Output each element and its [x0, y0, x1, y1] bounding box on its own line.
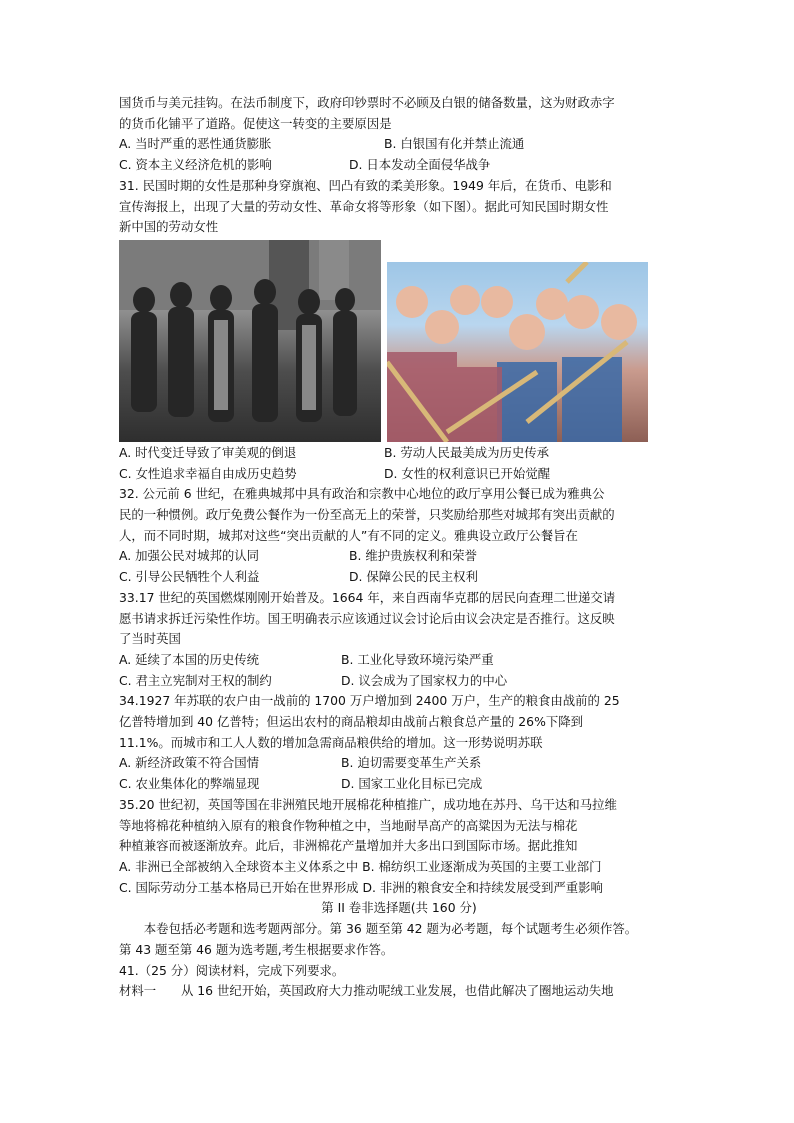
q34-text-line3: 11.1%。而城市和工人人数的增加急需商品粮供给的增加。这一形势说明苏联: [119, 734, 543, 750]
q33-option-b: B. 工业化导致环境污染严重: [341, 651, 494, 667]
q30-option-b: B. 白银国有化并禁止流通: [384, 136, 525, 152]
q32-option-b: B. 维护贵族权利和荣誉: [349, 548, 477, 564]
q33-options-row1: [119, 650, 679, 671]
q34-text-line1: 34.1927 年苏联的农户由一战前的 1700 万户增加到 2400 万户，生产的粮食由战前的 25: [119, 693, 620, 709]
q33-text-line1: 33.17 世纪的英国燃煤刚刚开始普及。1664 年，来自西南华克郡的居民向查理二世递交请: [119, 589, 616, 605]
q31-option-a: A. 时代变迁导致了审美观的倒退: [119, 444, 297, 460]
q32-options-row1: [119, 546, 679, 567]
q31-option-b: B. 劳动人民最美成为历史传承: [384, 444, 550, 460]
q32-option-d: D. 保障公民的民主权利: [349, 569, 478, 585]
q33-option-c: C. 君主立宪制对王权的制约: [119, 672, 272, 688]
q35-options-cd: C. 国际劳动分工基本格局已开始在世界形成 D. 非洲的粮食安全和持续发展受到严重影响: [119, 879, 603, 895]
q30-text-line1: 国货币与美元挂钩。在法币制度下，政府印钞票时不必顾及白银的储备数量，这为财政赤字: [119, 95, 615, 110]
q34-option-d: D. 国家工业化目标已完成: [341, 776, 483, 792]
q33-option-a: A. 延续了本国的历史传统: [119, 651, 260, 667]
q31-photos: [119, 240, 679, 443]
q32-text-line2: 民的一种惯例。政厅免费公餐作为一份至高无上的荣誉，只奖励给那些对城邦有突出贡献的: [119, 507, 615, 523]
section2-instructions-line1: 本卷包括必考题和选考题两部分。第 36 题至第 42 题为必考题，每个试题考生必须作答。: [143, 921, 638, 937]
q35-options-ab: A. 非洲已全部被纳入全球资本主义体系之中 B. 棉纺织工业逐渐成为英国的主要工业部门: [119, 858, 602, 874]
exam-page: [119, 93, 679, 1002]
q33-text-line3: 了当时英国: [119, 631, 181, 647]
q31-options-row1: [119, 443, 679, 464]
q34-option-c: C. 农业集体化的弊端显现: [119, 776, 260, 792]
q34-options-row1: [119, 753, 679, 774]
q30-option-c: C. 资本主义经济危机的影响: [119, 157, 272, 173]
q32-option-a: A. 加强公民对城邦的认同: [119, 548, 260, 564]
q30-option-d: D. 日本发动全面侵华战争: [349, 157, 491, 173]
q34-options-row2: [119, 774, 679, 795]
q41-material1-line1: 材料一 从 16 世纪开始，英国政府大力推动呢绒工业发展，也借此解决了圈地运动失地: [119, 983, 614, 999]
q31-text-line2: 宣传海报上，出现了大量的劳动女性、革命女将等形象（如下图）。据此可知民国时期女性: [119, 198, 609, 214]
q31-option-c: C. 女性追求幸福自由成历史趋势: [119, 465, 297, 481]
q35-text-line3: 种植兼容而被逐渐放弃。此后，非洲棉花产量增加并大多出口到国际市场。据此推知: [119, 838, 578, 854]
q34-text-line2: 亿普特增加到 40 亿普特；但运出农村的商品粮却由战前占粮食总产量的 26%下降到: [119, 714, 584, 730]
section2-instructions-line2: 第 43 题至第 46 题为选考题,考生根据要求作答。: [119, 941, 394, 957]
q35-text-line1: 35.20 世纪初，英国等国在非洲殖民地开展棉花种植推广，成功地在苏丹、乌干达和马拉维: [119, 796, 617, 812]
q31-option-d: D. 女性的权利意识已开始觉醒: [384, 465, 551, 481]
q30-options-row1: [119, 134, 679, 155]
q32-options-row2: [119, 567, 679, 588]
q31-text-line1: 31. 民国时期的女性是那种身穿旗袍、凹凸有致的柔美形象。1949 年后，在货币、电影和: [119, 177, 612, 193]
q30-options-row2: [119, 155, 679, 176]
photo-new-china-working-women: [387, 262, 648, 442]
q30-option-a: A. 当时严重的恶性通货膨胀: [119, 136, 272, 152]
q33-option-d: D. 议会成为了国家权力的中心: [341, 672, 508, 688]
q34-option-b: B. 迫切需要变革生产关系: [341, 755, 482, 771]
q32-text-line1: 32. 公元前 6 世纪，在雅典城邦中具有政治和宗教中心地位的政厅享用公餐已成为雅典公: [119, 486, 605, 502]
q32-option-c: C. 引导公民牺牲个人利益: [119, 569, 260, 585]
q35-text-line2: 等地将棉花种植纳入原有的粮食作物种植之中，当地耐旱高产的高粱因为无法与棉花: [119, 817, 578, 833]
q34-option-a: A. 新经济政策不符合国情: [119, 755, 260, 771]
q41-title: 41.（25 分）阅读材料，完成下列要求。: [119, 962, 345, 978]
q32-text-line3: 人，而不同时期，城邦对这些“突出贡献的人”有不同的定义。雅典设立政厅公餐旨在: [119, 527, 578, 543]
q31-options-row2: [119, 464, 679, 485]
q31-text-line3: 新中国的劳动女性: [119, 219, 219, 235]
section2-title: 第 II 卷非选择题(共 160 分): [321, 900, 477, 916]
q33-text-line2: 愿书请求拆迁污染性作坊。国王明确表示应该通过议会讨论后由议会决定是否推行。这反映: [119, 610, 615, 626]
photo-republic-era-women: [119, 240, 381, 442]
q30-text-line2: 的货币化铺平了道路。促使这一转变的主要原因是: [119, 115, 392, 131]
q33-options-row2: [119, 671, 679, 692]
